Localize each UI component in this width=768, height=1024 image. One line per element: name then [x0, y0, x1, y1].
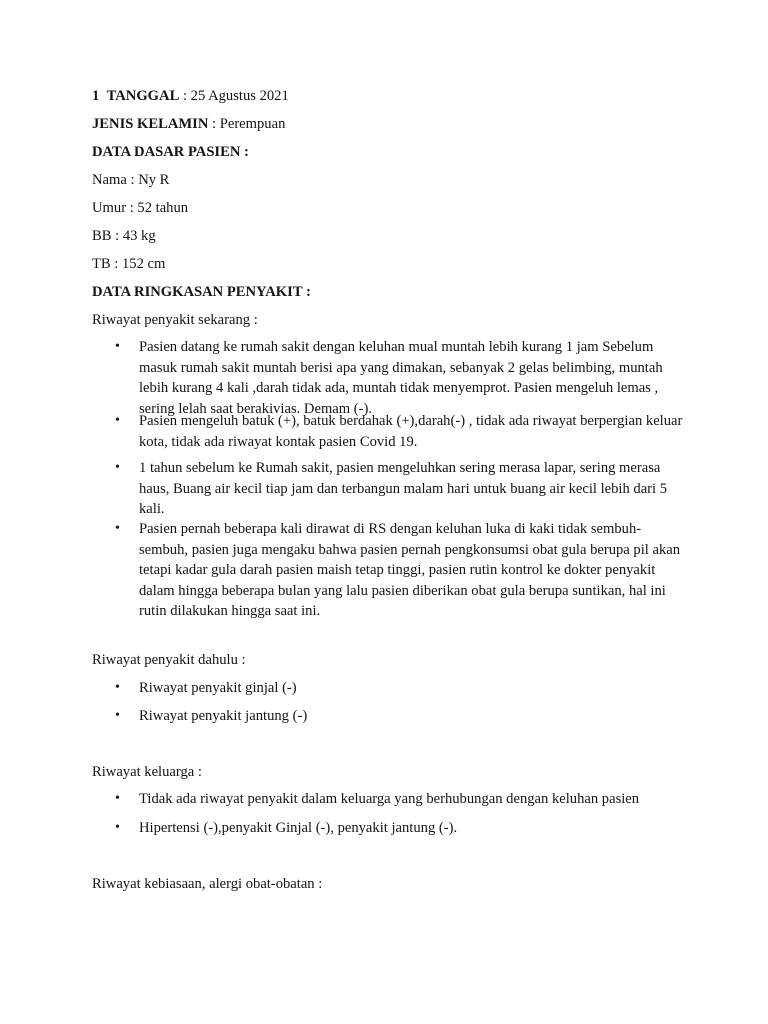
bullet-icon: • — [115, 680, 120, 695]
list-item-text: Hipertensi (-),penyakit Ginjal (-), penyakit jantung (-). — [139, 820, 458, 836]
riwayat-kebiasaan-label: Riwayat kebiasaan, alergi obat-obatan : — [92, 876, 323, 892]
jenis-kelamin-value: : Perempuan — [208, 116, 286, 132]
list-item-text: Pasien datang ke rumah sakit dengan keluhan mual muntah lebih kurang 1 jam Sebelum masuk rumah sakit muntah berisi apa yang dimakan, sebanyak 2 gelas belimbing, muntah lebih kurang 4 kali ,darah tidak ada, muntah tidak menyemprot. Pasien mengeluh lemas , sering lelah saat berakivias. Demam (-). — [139, 339, 663, 417]
list-item-text: Pasien mengeluh batuk (+), batuk berdahak (+),darah(-) , tidak ada riwayat berpergian keluar kota, tidak ada riwayat kontak pasien Covid 19. — [139, 413, 683, 450]
bullet-icon: • — [115, 460, 120, 475]
list-item-text: Pasien pernah beberapa kali dirawat di RS dengan keluhan luka di kaki tidak sembuh-sembuh, pasien juga mengaku bahwa pasien pernah pengkonsumsi obat gula berupa pil akan tetapi kadar gula darah pasien maish tetap tinggi, pasien rutin kontrol ke dokter penyakit dalam hingga beberapa bulan yang lalu pasien diberikan obat gula berupa suntikan, hal ini rutin dilakukan hingga saat ini. — [139, 521, 681, 619]
list-item-text: Tidak ada riwayat penyakit dalam keluarga yang berhubungan dengan keluhan pasien — [139, 791, 640, 807]
nama-line: Nama : Ny R — [92, 172, 170, 188]
tanggal-value: : 25 Agustus 2021 — [179, 88, 289, 104]
bb-line: BB : 43 kg — [92, 228, 156, 244]
item-number: 1 — [92, 88, 100, 104]
jenis-kelamin-label: JENIS KELAMIN — [92, 116, 209, 132]
umur-line: Umur : 52 tahun — [92, 200, 189, 216]
riwayat-keluarga-label: Riwayat keluarga : — [92, 764, 202, 780]
list-item-text: 1 tahun sebelum ke Rumah sakit, pasien mengeluhkan sering merasa lapar, sering merasa haus, Buang air kecil tiap jam dan terbangun malam hari untuk buang air kecil lebih dari 5 kali. — [139, 460, 668, 517]
riwayat-dahulu-label: Riwayat penyakit dahulu : — [92, 652, 246, 668]
list-item-text: Riwayat penyakit jantung (-) — [139, 708, 308, 724]
bullet-icon: • — [115, 413, 120, 428]
riwayat-sekarang-label: Riwayat penyakit sekarang : — [92, 312, 258, 328]
tanggal-line — [92, 87, 289, 105]
data-ringkasan-heading: DATA RINGKASAN PENYAKIT : — [92, 284, 311, 300]
bullet-icon: • — [115, 708, 120, 723]
data-dasar-heading: DATA DASAR PASIEN : — [92, 144, 249, 160]
tb-line: TB : 152 cm — [92, 256, 166, 272]
bullet-icon: • — [115, 339, 120, 354]
jenis-kelamin-line — [92, 115, 285, 133]
list-item-text: Riwayat penyakit ginjal (-) — [139, 680, 297, 696]
bullet-icon: • — [115, 791, 120, 806]
bullet-icon: • — [115, 521, 120, 536]
bullet-icon: • — [115, 820, 120, 835]
tanggal-label: TANGGAL — [106, 88, 180, 104]
